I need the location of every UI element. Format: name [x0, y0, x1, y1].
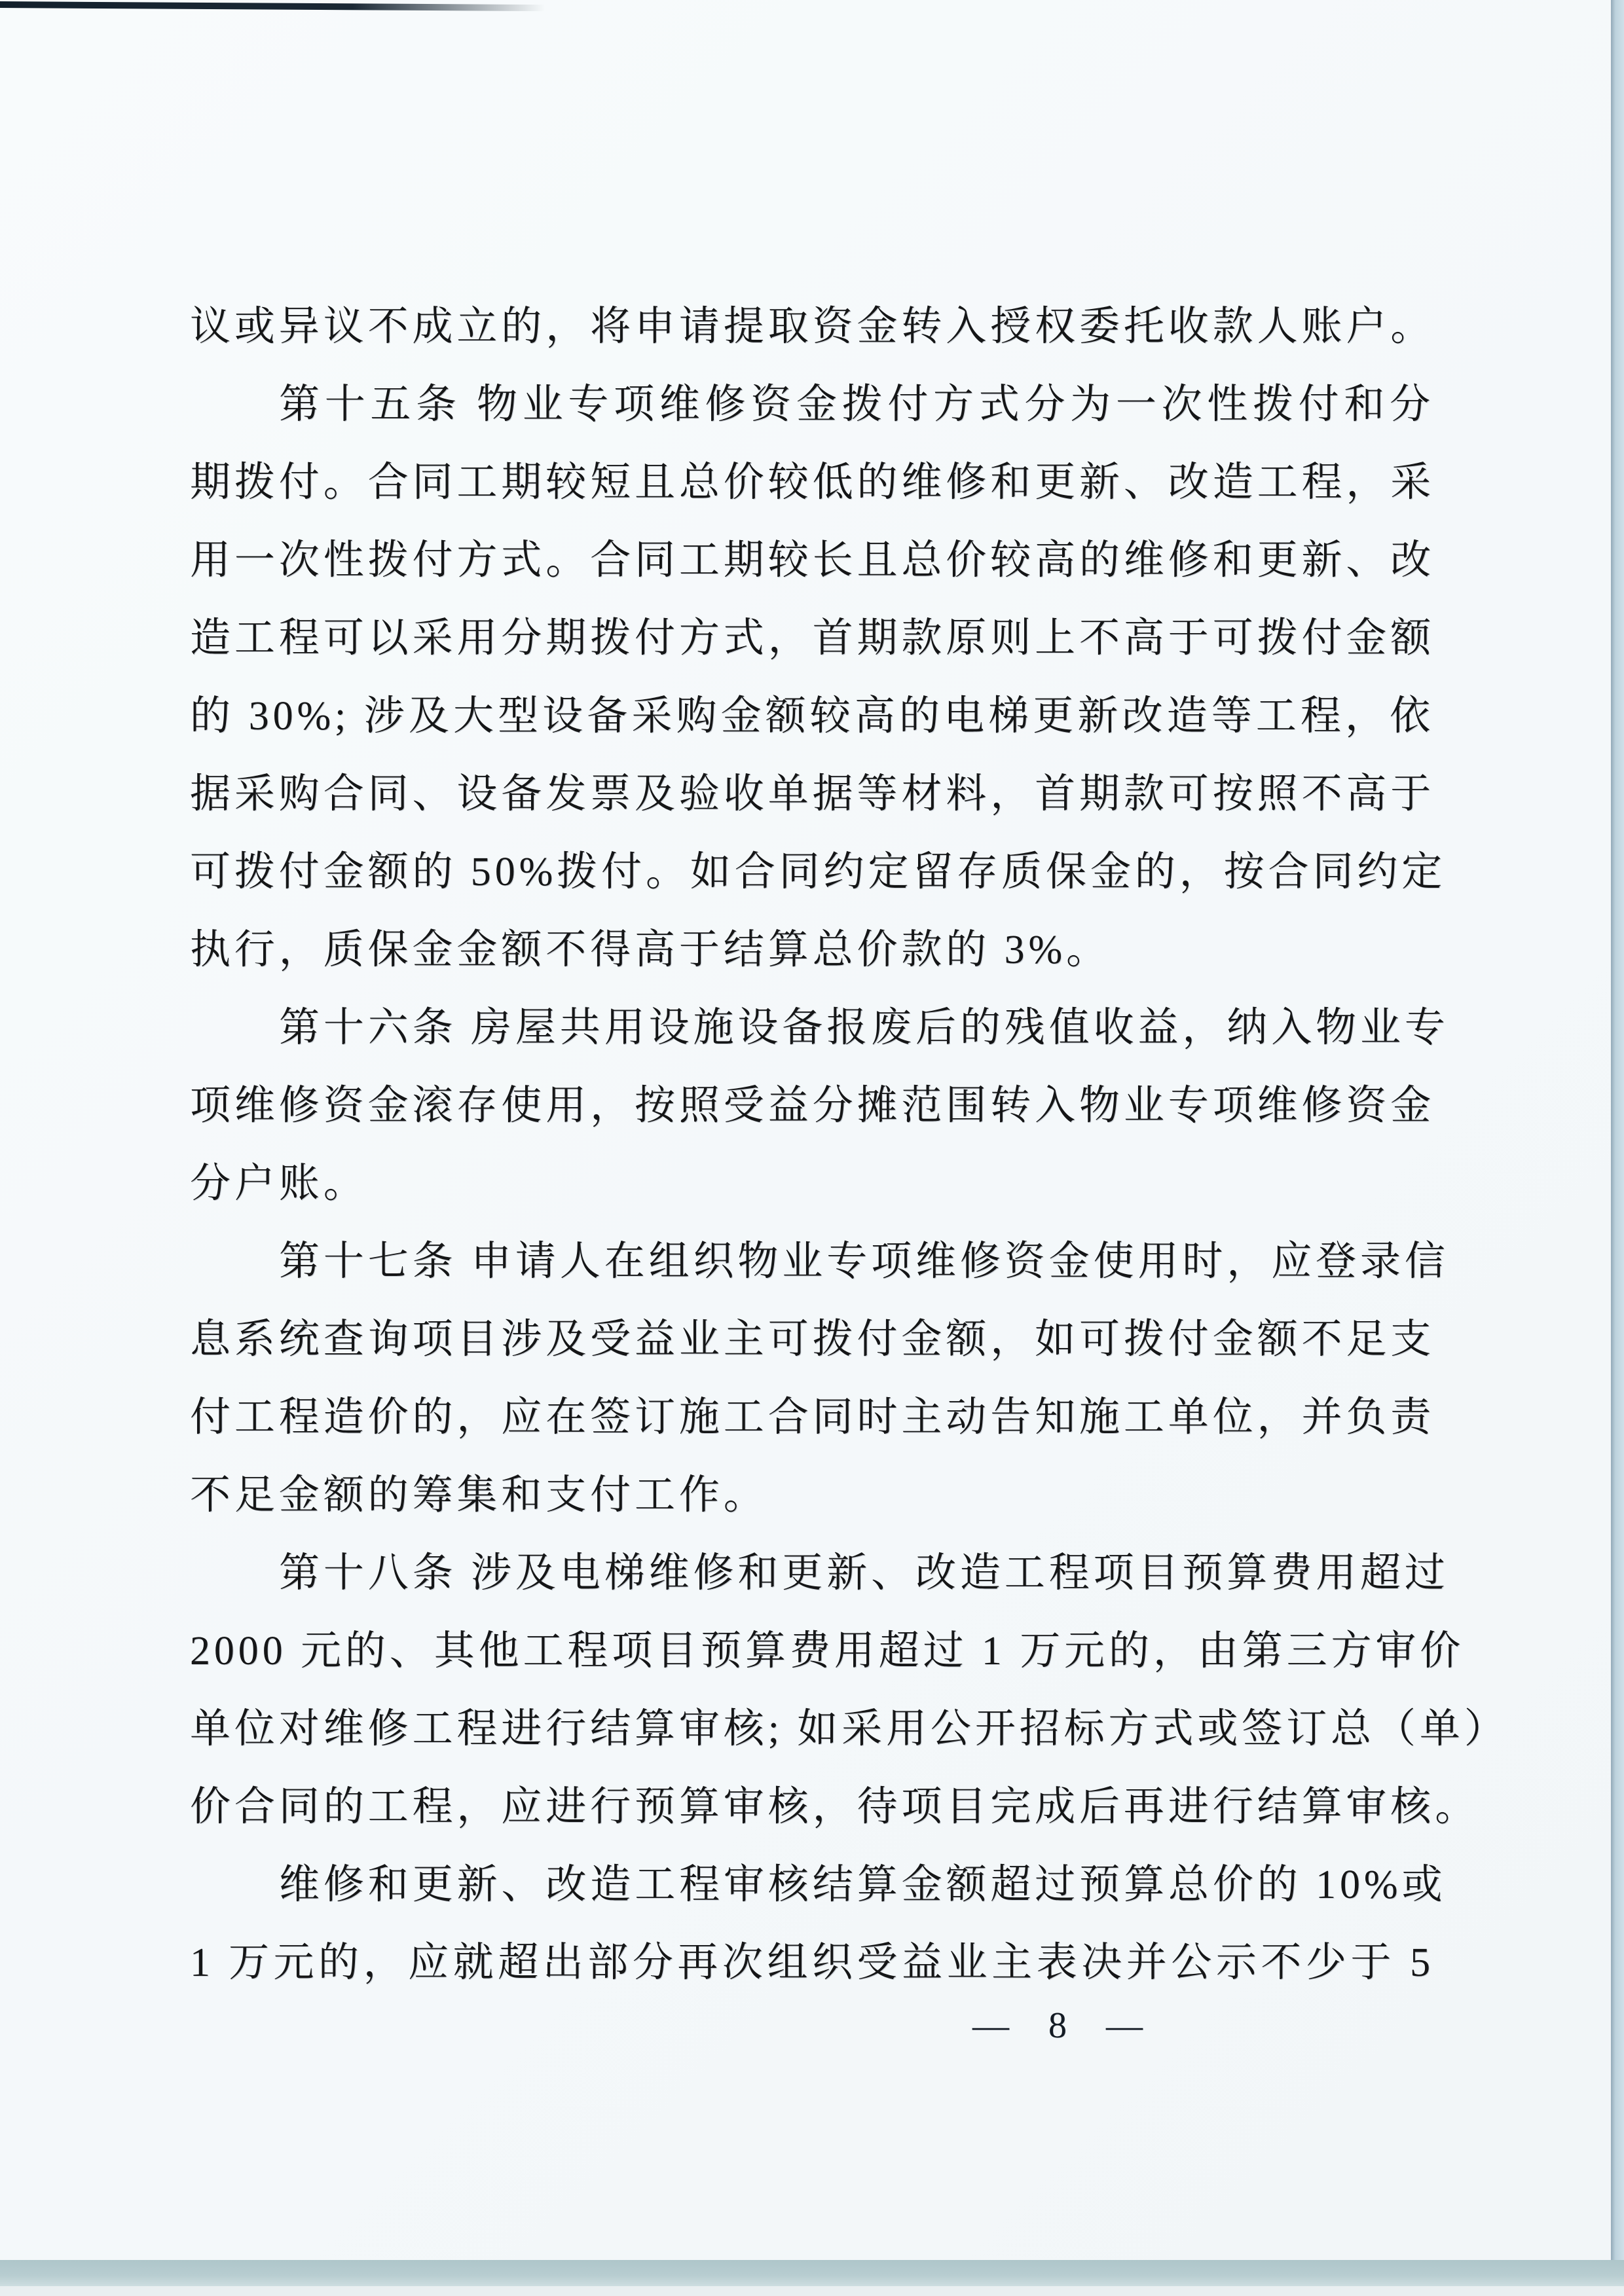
- text-line: 第十八条 涉及电梯维修和更新、改造工程项目预算费用超过: [279, 1551, 1449, 1595]
- text-line: 项维修资金滚存使用，按照受益分摊范围转入物业专项维修资金: [190, 1084, 1435, 1128]
- text-line: 付工程造价的，应在签订施工合同时主动告知施工单位，并负责: [190, 1395, 1435, 1440]
- scanner-background-right: [1611, 0, 1624, 2265]
- text-line: 维修和更新、改造工程审核结算金额超过预算总价的 10%或: [279, 1863, 1447, 1907]
- text-line: 期拨付。合同工期较短且总价较低的维修和更新、改造工程，采: [190, 460, 1435, 505]
- text-line: 第十五条 物业专项维修资金拨付方式分为一次性拨付和分: [279, 382, 1434, 427]
- document-body: [190, 288, 1509, 2002]
- scanner-background-bottom: [0, 2260, 1624, 2286]
- text-line: 造工程可以采用分期拨付方式，首期款原则上不高于可拨付金额: [190, 616, 1435, 661]
- text-line: 息系统查询项目涉及受益业主可拨付金额，如可拨付金额不足支: [190, 1317, 1435, 1362]
- text-line: 用一次性拨付方式。合同工期较长且总价较高的维修和更新、改: [190, 538, 1435, 583]
- text-line: 第十六条 房屋共用设施设备报废后的残值收益，纳入物业专: [279, 1006, 1449, 1050]
- text-line: 第十七条 申请人在组织物业专项维修资金使用时，应登录信: [279, 1239, 1449, 1284]
- text-line: 执行，质保金金额不得高于结算总价款的 3%。: [190, 928, 1111, 972]
- page-number: — 8 —: [972, 2005, 1149, 2046]
- text-line: 据采购合同、设备发票及验收单据等材料，首期款可按照不高于: [190, 772, 1435, 816]
- text-line: 1 万元的，应就超出部分再次组织受益业主表决并公示不少于 5: [190, 1941, 1434, 1985]
- text-line: 价合同的工程，应进行预算审核，待项目完成后再进行结算审核。: [190, 1785, 1480, 1829]
- text-line: 的 30%; 涉及大型设备采购金额较高的电梯更新改造等工程，依: [190, 694, 1434, 738]
- text-line: 议或异议不成立的，将申请提取资金转入授权委托收款人账户。: [190, 304, 1435, 349]
- text-line: 可拨付金额的 50%拨付。如合同约定留存质保金的，按合同约定: [190, 850, 1447, 894]
- text-line: 2000 元的、其他工程项目预算费用超过 1 万元的，由第三方审价: [190, 1629, 1465, 1673]
- text-line: 不足金额的筹集和支付工作。: [190, 1473, 768, 1518]
- scanner-background-bottom-edge: [0, 2286, 1624, 2296]
- text-line: 分户账。: [190, 1161, 368, 1206]
- text-line: 单位对维修工程进行结算审核; 如采用公开招标方式或签订总（单）: [190, 1707, 1509, 1751]
